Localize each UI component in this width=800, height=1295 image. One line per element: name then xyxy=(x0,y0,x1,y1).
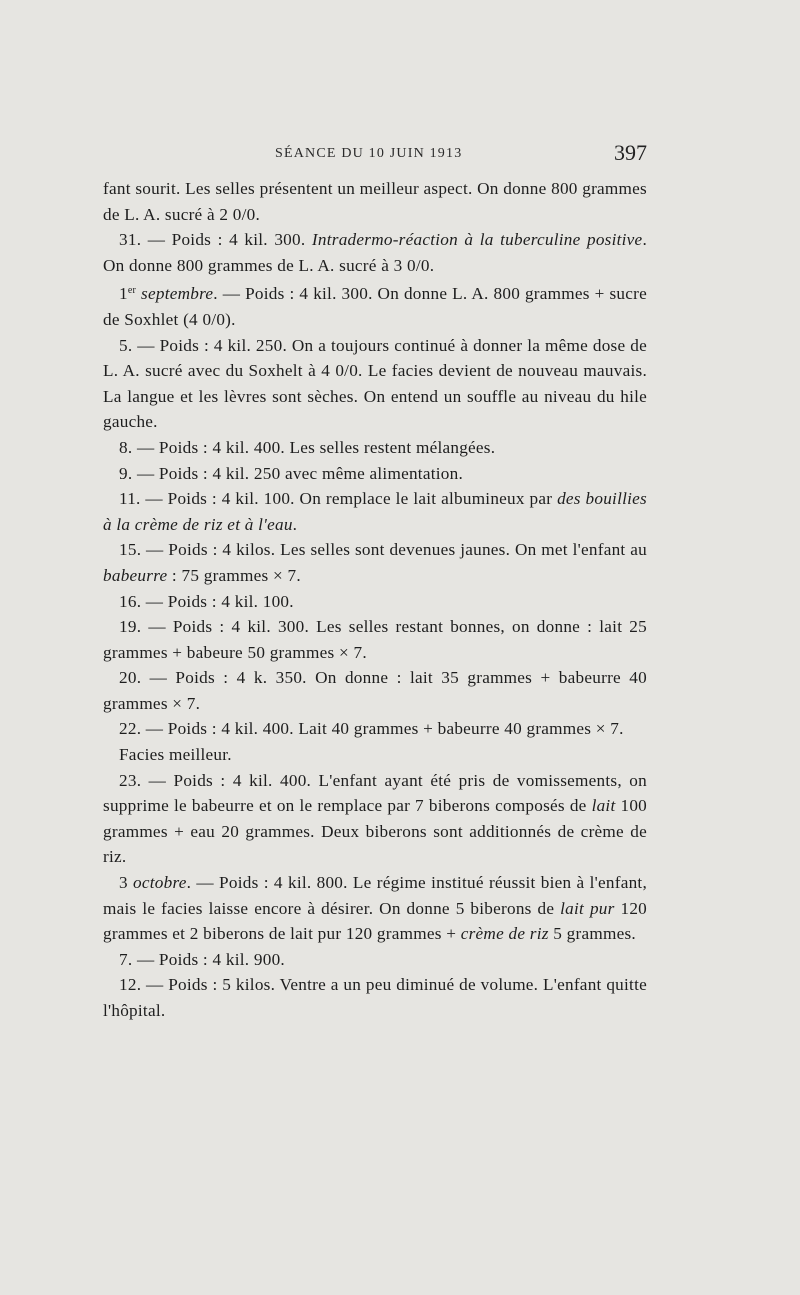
paragraph xyxy=(103,947,647,973)
italic-text: des bouillies à la crème de riz et à l'eau xyxy=(103,489,647,534)
text-run: . On donne 800 grammes de L. A. sucré à 3 0/0. xyxy=(103,230,647,275)
text-run: 12. — Poids : 5 kilos. Ventre a un peu diminué de volume. L'enfant quitte l'hôpital. xyxy=(103,975,647,1020)
text-run: fant sourit. Les selles présentent un meilleur aspect. On donne 800 grammes de L. A. sucré à 2 0/0. xyxy=(103,179,647,224)
paragraph xyxy=(103,461,647,487)
text-run: 23. — Poids : 4 kil. 400. L'enfant ayant été pris de vomissements, on supprime le babeurre et on le remplace par 7 biberons composés de xyxy=(103,770,647,816)
paragraph xyxy=(103,665,647,716)
paragraph xyxy=(103,972,647,1023)
running-head: SÉANCE DU 10 JUIN 1913 xyxy=(275,146,463,161)
text-run: . — Poids : 4 kil. 300. On donne L. A. 800 grammes + sucre de Soxhlet (4 0/0). xyxy=(103,284,648,329)
body-text xyxy=(103,176,647,1024)
paragraph xyxy=(103,486,647,537)
text-run: 3 xyxy=(119,873,134,893)
text-run: Facies meilleur. xyxy=(119,745,232,765)
paragraph xyxy=(103,176,647,227)
text-run: 7. — Poids : 4 kil. 900. xyxy=(119,949,285,969)
text-run: 31. — Poids : 4 kil. 300. xyxy=(119,230,312,250)
paragraph xyxy=(103,870,647,947)
page-header xyxy=(103,140,647,170)
italic-text: crème de riz xyxy=(460,924,549,944)
text-run: 120 grammes et 2 biberons de lait pur 120 grammes + xyxy=(103,898,648,944)
paragraph xyxy=(103,333,647,435)
paragraph xyxy=(103,227,647,278)
text-run: 5 grammes. xyxy=(548,924,636,944)
text-run: 1 xyxy=(119,284,128,304)
paragraph xyxy=(103,435,647,461)
italic-text: lait xyxy=(591,796,616,816)
text-run: 11. — Poids : 4 kil. 100. On remplace le lait albumineux par xyxy=(119,489,558,509)
text-run: 100 grammes + eau 20 grammes. Deux biberons sont additionnés de crème de riz. xyxy=(103,796,648,867)
italic-text: octobre xyxy=(133,873,187,893)
text-run: : 75 grammes × 7. xyxy=(167,565,301,585)
text-run: 16. — Poids : 4 kil. 100. xyxy=(119,591,294,611)
italic-text: babeurre xyxy=(103,565,168,585)
text-run: . — Poids : 4 kil. 800. Le régime institué réussit bien à l'enfant, mais le facies laisse encore à désirer. On donne 5 biberons de xyxy=(103,873,647,918)
text-run: . xyxy=(292,514,298,534)
paragraph xyxy=(103,716,647,742)
paragraph xyxy=(103,589,647,615)
text-run: 5. — Poids : 4 kil. 250. On a toujours continué à donner la même dose de L. A. sucré avec du Soxhelt à 4 0/0. Le facies devient de nouveau mauvais. La langue et les lèvres sont sèches. On entend un souffle au niveau du hile gauche. xyxy=(103,335,647,432)
page-number: 397 xyxy=(614,140,647,165)
text-run: 15. — Poids : 4 kilos. Les selles sont devenues jaunes. On met l'enfant au xyxy=(119,540,647,560)
italic-text: septembre xyxy=(141,284,214,304)
text-run: 22. — Poids : 4 kil. 400. Lait 40 grammes + babeurre 40 grammes × 7. xyxy=(119,719,624,739)
text-run: 8. — Poids : 4 kil. 400. Les selles restent mélangées. xyxy=(119,437,496,457)
superscript-text: er xyxy=(127,285,137,297)
text-run: 19. — Poids : 4 kil. 300. Les selles restant bonnes, on donne : lait 25 grammes + babeure 50 grammes × 7. xyxy=(103,617,647,662)
paragraph xyxy=(103,768,647,870)
paragraph xyxy=(103,742,647,768)
text-run: 20. — Poids : 4 k. 350. On donne : lait 35 grammes + babeurre 40 grammes × 7. xyxy=(103,668,647,713)
paragraph xyxy=(103,537,647,588)
italic-text: lait pur xyxy=(560,898,615,918)
paragraph xyxy=(103,278,647,332)
italic-text: Intradermo-réaction à la tuberculine positive xyxy=(311,230,643,250)
paragraph xyxy=(103,614,647,665)
text-run: 9. — Poids : 4 kil. 250 avec même alimentation. xyxy=(119,463,463,483)
